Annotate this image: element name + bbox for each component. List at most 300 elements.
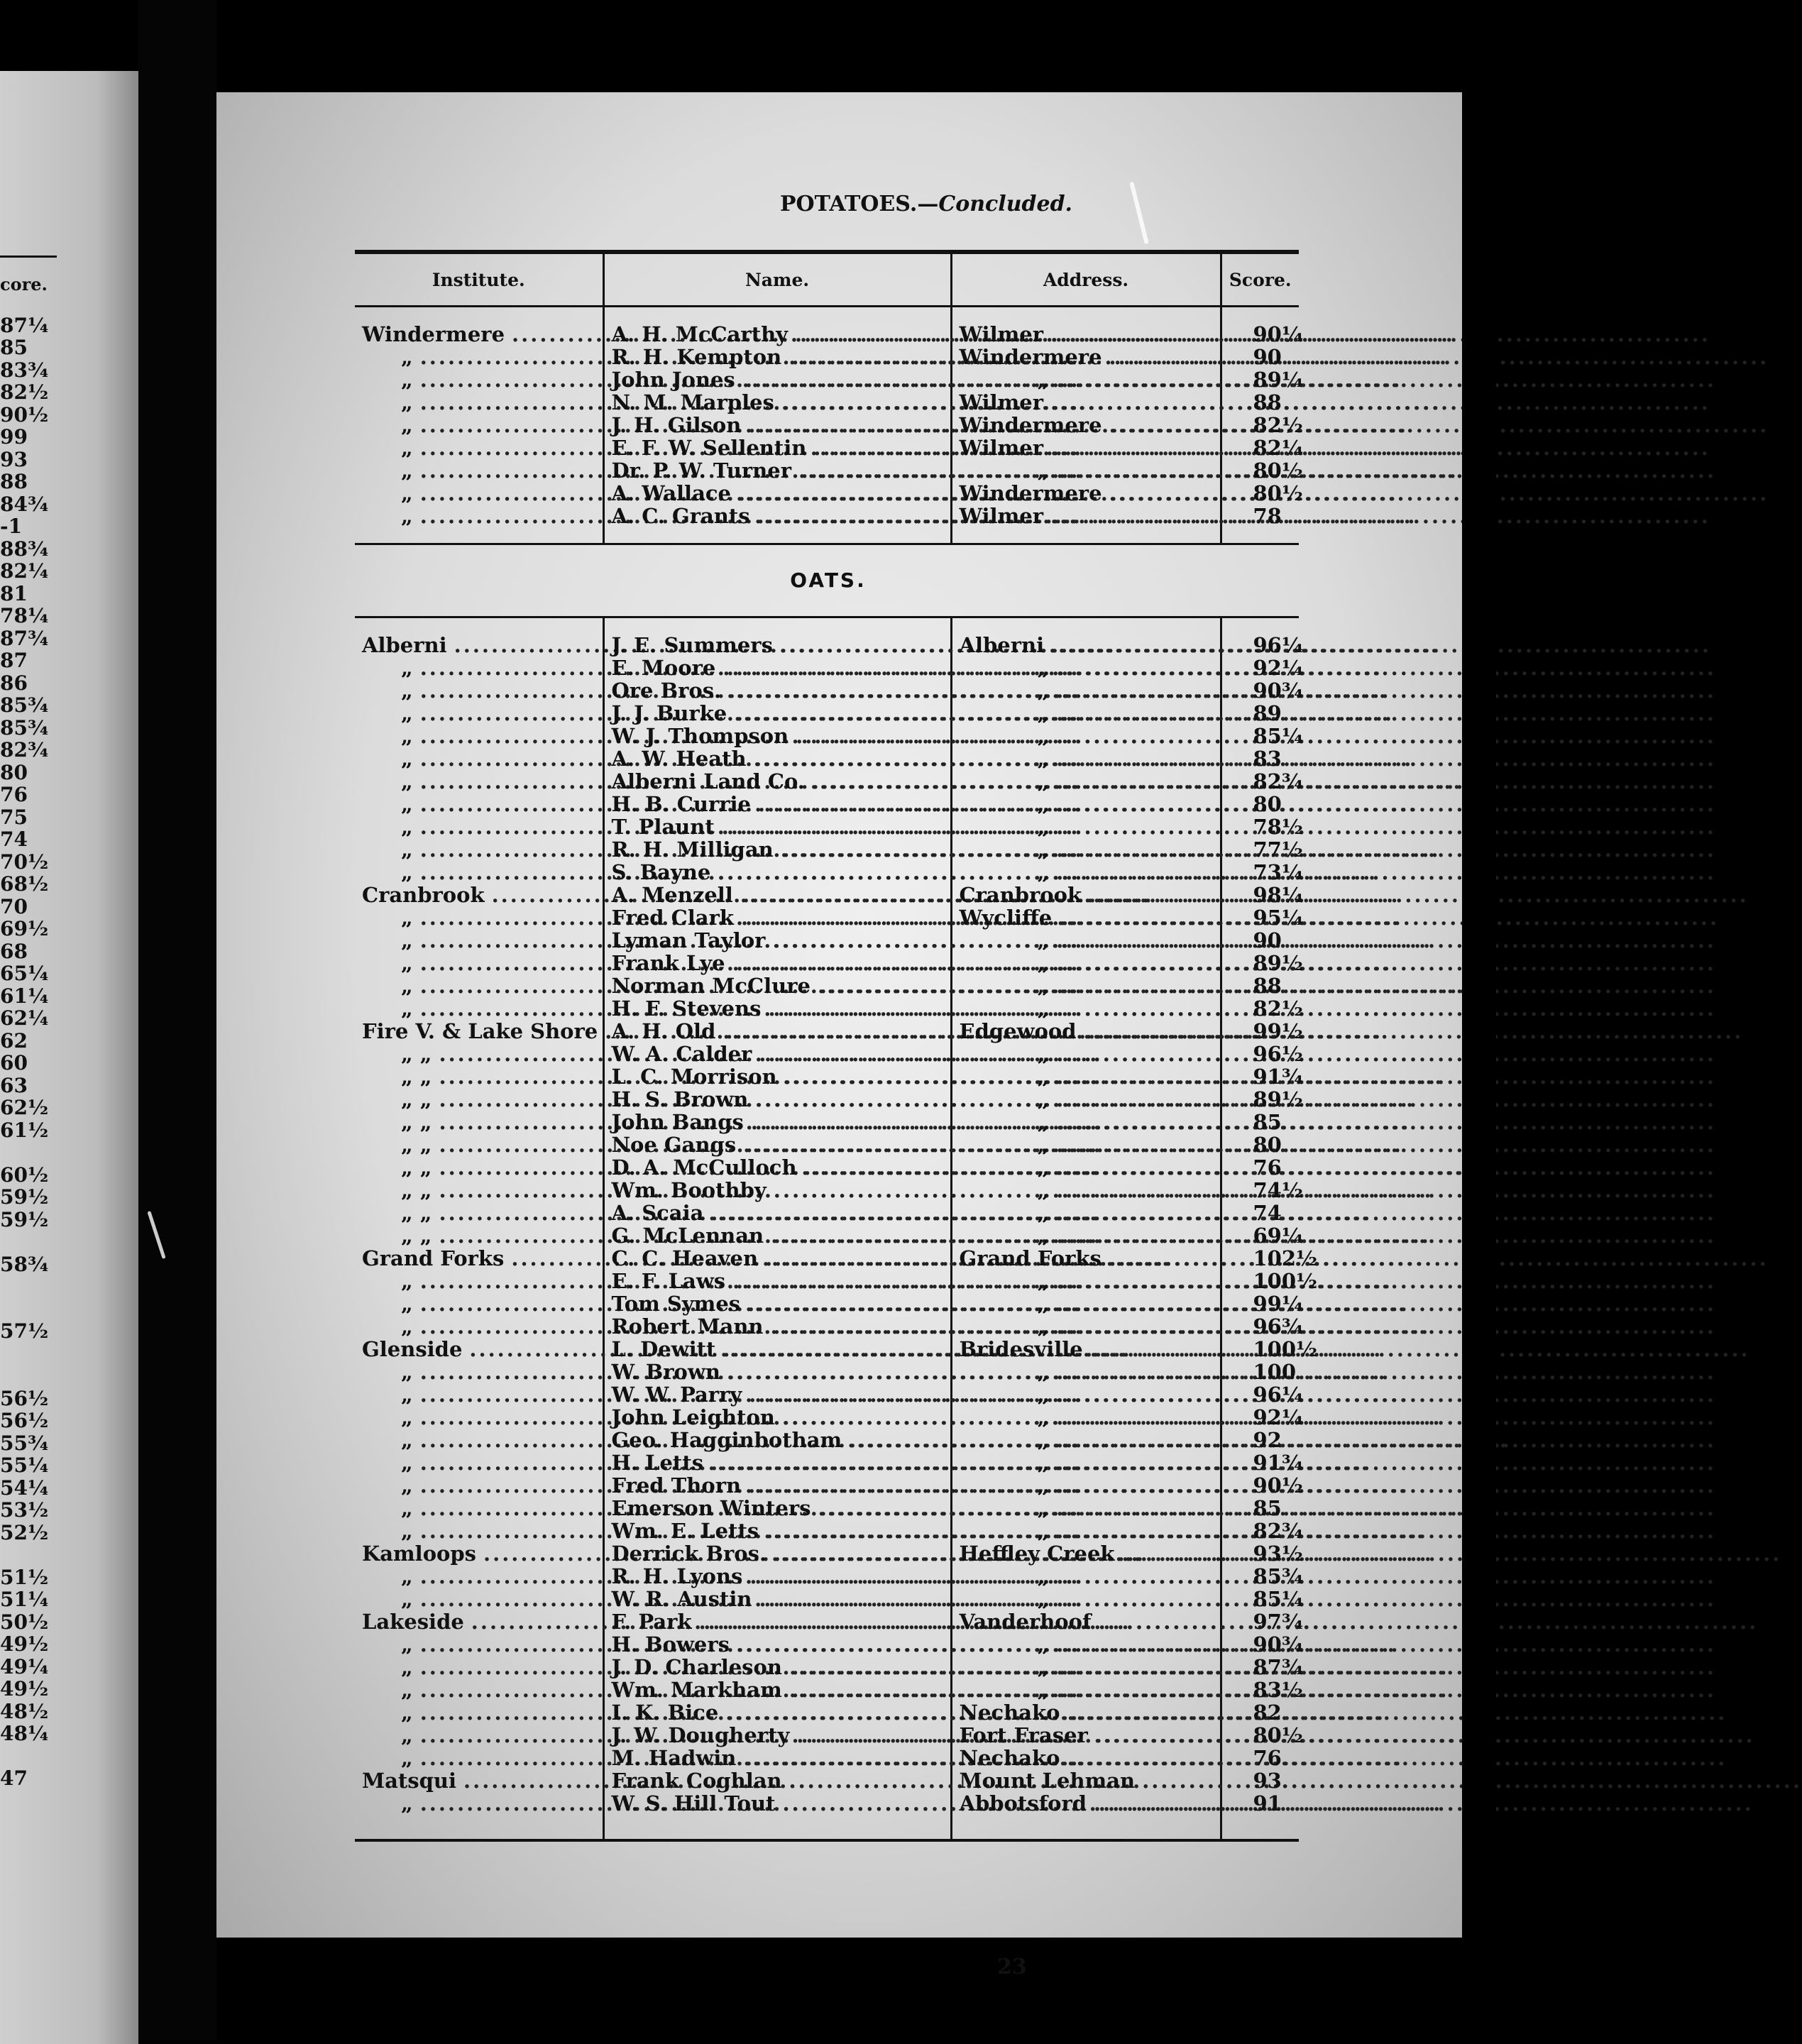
- name-cell: H. F. Stevens .....: [603, 997, 951, 1020]
- institute-cell: „ .....: [355, 1315, 603, 1338]
- score-cell: 85¾: [1221, 1565, 1299, 1588]
- table-row: [355, 1633, 1299, 1656]
- facing-page-score: 54¼: [0, 1476, 49, 1500]
- dot-leader: [1102, 414, 1769, 436]
- address-cell: „ .....: [951, 747, 1221, 770]
- score-cell: 78½: [1221, 815, 1299, 838]
- table-row: [355, 1088, 1299, 1111]
- facing-page-score: 70½: [0, 850, 49, 874]
- table-row: [355, 436, 1299, 459]
- dot-leader: [1049, 725, 1716, 747]
- score-cell: 80½: [1221, 482, 1299, 505]
- table-row: [355, 1542, 1299, 1565]
- dot-leader: [1044, 634, 1711, 656]
- page-title: POTATOES.—Concluded.: [779, 192, 1073, 216]
- address-cell: „ .....: [951, 952, 1221, 974]
- facing-page-score: [0, 1365, 57, 1388]
- score-cell: 91¾: [1221, 1065, 1299, 1088]
- name-cell: John Leighton .....: [603, 1406, 951, 1429]
- institute-cell: „ .....: [355, 1588, 603, 1610]
- table-row: [355, 1111, 1299, 1133]
- facing-page-score: 49½: [0, 1632, 49, 1656]
- table-row: [355, 1202, 1299, 1224]
- table-row: [355, 952, 1299, 974]
- institute-cell: „ .....: [355, 1474, 603, 1497]
- dot-leader: [1043, 323, 1710, 346]
- institute-cell: „ .....: [355, 838, 603, 861]
- name-cell: H. S. Brown .....: [603, 1088, 951, 1111]
- score-cell: 100½: [1221, 1270, 1299, 1292]
- book-gutter: [138, 0, 216, 2040]
- score-cell: 82¼: [1221, 436, 1299, 459]
- dot-leader: [1049, 1633, 1716, 1656]
- table-row: [355, 815, 1299, 838]
- dot-leader: [1049, 656, 1716, 679]
- score-cell: 90¾: [1221, 679, 1299, 702]
- dot-leader: [1049, 1065, 1716, 1088]
- score-cell: 96½: [1221, 1043, 1299, 1065]
- facing-page-score: 85: [0, 336, 28, 359]
- institute-cell: „ .....: [355, 793, 603, 815]
- facing-page-score: [0, 1141, 57, 1164]
- address-cell: „ .....: [951, 1678, 1221, 1701]
- address-cell: „ .....: [951, 1065, 1221, 1088]
- dot-leader: [1049, 368, 1716, 391]
- score-cell: 85: [1221, 1497, 1299, 1520]
- address-cell: Vanderhoof .....: [951, 1610, 1221, 1633]
- institute-cell: „ .....: [355, 459, 603, 482]
- table-row: [355, 656, 1299, 679]
- table-row: [355, 929, 1299, 952]
- facing-page-score: 57½: [0, 1319, 49, 1343]
- score-cell: 90: [1221, 346, 1299, 368]
- name-cell: Derrick Bros. .....: [603, 1542, 951, 1565]
- institute-cell: Matsqui .....: [355, 1769, 603, 1792]
- institute-cell: „ .....: [355, 679, 603, 702]
- table-row: [355, 1451, 1299, 1474]
- table-row: [355, 505, 1299, 527]
- score-cell: 89½: [1221, 1088, 1299, 1111]
- facing-page-score: 61½: [0, 1118, 49, 1142]
- institute-cell: Cranbrook .....: [355, 884, 603, 906]
- dot-leader: [1049, 459, 1716, 482]
- facing-page-score: 87¾: [0, 626, 49, 650]
- facing-page-score: 59½: [0, 1207, 49, 1231]
- name-cell: Alberni Land Co. .....: [603, 770, 951, 793]
- facing-page-score: 48½: [0, 1699, 49, 1723]
- institute-cell: „ .....: [355, 391, 603, 414]
- facing-page-score: 69½: [0, 917, 49, 940]
- table-row: [355, 1361, 1299, 1383]
- address-cell: Wilmer .....: [951, 505, 1221, 527]
- table-row: [355, 391, 1299, 414]
- address-cell: Grand Forks .....: [951, 1247, 1221, 1270]
- facing-page-score: 85¾: [0, 715, 49, 740]
- table-row: [355, 346, 1299, 368]
- address-cell: Bridesville .....: [951, 1338, 1221, 1361]
- address-cell: „ .....: [951, 1520, 1221, 1542]
- score-cell: 96¼: [1221, 634, 1299, 656]
- score-cell: 93: [1221, 1769, 1299, 1792]
- dot-leader: [1049, 1179, 1716, 1202]
- name-cell: A. C. Grants .....: [603, 505, 951, 527]
- score-cell: 91¾: [1221, 1451, 1299, 1474]
- institute-cell: „ .....: [355, 436, 603, 459]
- name-cell: A. H. McCarthy .....: [603, 323, 951, 346]
- score-cell: 99½: [1221, 1020, 1299, 1043]
- dot-leader: [1049, 861, 1716, 884]
- dot-leader: [1049, 1588, 1716, 1610]
- name-cell: Norman McClure .....: [603, 974, 951, 997]
- dot-leader: [1049, 1678, 1716, 1701]
- address-cell: Mount Lehman .....: [951, 1769, 1221, 1792]
- facing-page-score: 62¼: [0, 1006, 49, 1030]
- score-cell: 82½: [1221, 414, 1299, 436]
- dot-leader: [1049, 929, 1716, 952]
- facing-page-score: [0, 1275, 57, 1298]
- institute-cell: „ .....: [355, 861, 603, 884]
- institute-cell: „ .....: [355, 725, 603, 747]
- name-cell: Ore Bros. .....: [603, 679, 951, 702]
- facing-page-score: 51¼: [0, 1588, 49, 1611]
- name-cell: Wm. Markham .....: [603, 1678, 951, 1701]
- name-cell: S. Bayne .....: [603, 861, 951, 884]
- table-row: [355, 1747, 1299, 1769]
- institute-cell: „ .....: [355, 656, 603, 679]
- table-row: [355, 1270, 1299, 1292]
- score-cell: 85¼: [1221, 1588, 1299, 1610]
- table-row: [355, 1474, 1299, 1497]
- section-heading-oats: OATS.: [355, 544, 1299, 617]
- table-row: [355, 1043, 1299, 1065]
- facing-page-header: core.: [0, 256, 57, 296]
- address-cell: „ .....: [951, 1292, 1221, 1315]
- name-cell: E. Moore .....: [603, 656, 951, 679]
- address-cell: Wilmer .....: [951, 323, 1221, 346]
- name-cell: Robert Mann .....: [603, 1315, 951, 1338]
- institute-cell: „ „ .....: [355, 1224, 603, 1247]
- institute-cell: „ .....: [355, 346, 603, 368]
- facing-page-score: 49½: [0, 1677, 49, 1700]
- address-cell: „ .....: [951, 1179, 1221, 1202]
- facing-page-score: 87: [0, 649, 28, 672]
- score-cell: 89½: [1221, 952, 1299, 974]
- table-row: [355, 1565, 1299, 1588]
- score-cell: 87¾: [1221, 1656, 1299, 1678]
- address-cell: Fort Fraser .....: [951, 1724, 1221, 1747]
- facing-page-score: 49¼: [0, 1654, 49, 1678]
- score-cell: 74: [1221, 1202, 1299, 1224]
- score-cell: 89¼: [1221, 368, 1299, 391]
- institute-cell: „ „ .....: [355, 1065, 603, 1088]
- dot-leader: [1049, 1361, 1716, 1383]
- address-cell: Windermere .....: [951, 482, 1221, 505]
- institute-cell: „ .....: [355, 1361, 603, 1383]
- facing-page-score: 55¾: [0, 1431, 49, 1455]
- address-cell: „ .....: [951, 1474, 1221, 1497]
- score-cell: 77½: [1221, 838, 1299, 861]
- address-cell: Alberni .....: [951, 634, 1221, 656]
- institute-cell: Kamloops .....: [355, 1542, 603, 1565]
- name-cell: J. W. Dougherty .....: [603, 1724, 951, 1747]
- facing-page-score: 59½: [0, 1185, 49, 1209]
- name-cell: E. F. Laws .....: [603, 1270, 951, 1292]
- institute-cell: „ .....: [355, 1724, 603, 1747]
- facing-page-score: 60: [0, 1051, 28, 1075]
- dot-leader: [1091, 1610, 1758, 1633]
- institute-cell: „ .....: [355, 482, 603, 505]
- facing-page-score: 51½: [0, 1565, 49, 1589]
- page-number: 23: [997, 1955, 1027, 1979]
- address-cell: „ .....: [951, 997, 1221, 1020]
- dot-leader: [1043, 391, 1710, 414]
- dot-leader: [1102, 346, 1769, 368]
- score-cell: 85: [1221, 1111, 1299, 1133]
- address-cell: Cranbrook .....: [951, 884, 1221, 906]
- facing-page-score: 65¼: [0, 962, 49, 985]
- address-cell: „ .....: [951, 929, 1221, 952]
- score-cell: 102½: [1221, 1247, 1299, 1270]
- institute-cell: Windermere .....: [355, 323, 603, 346]
- table-row: [355, 1588, 1299, 1610]
- institute-cell: Glenside .....: [355, 1338, 603, 1361]
- institute-cell: „ .....: [355, 815, 603, 838]
- dot-leader: [1049, 1474, 1716, 1497]
- facing-page-score: 74: [0, 828, 28, 851]
- institute-cell: „ „ .....: [355, 1202, 603, 1224]
- dot-leader: [1043, 505, 1710, 527]
- address-cell: „ .....: [951, 1202, 1221, 1224]
- table-row: [355, 1179, 1299, 1202]
- address-cell: „ .....: [951, 1588, 1221, 1610]
- name-cell: Fred Clark .....: [603, 906, 951, 929]
- institute-cell: „ .....: [355, 1270, 603, 1292]
- institute-cell: „ .....: [355, 747, 603, 770]
- dot-leader: [1115, 1542, 1782, 1565]
- col-header-score: Score.: [1221, 252, 1299, 307]
- address-cell: „ .....: [951, 838, 1221, 861]
- table-row: [355, 861, 1299, 884]
- dot-leader: [1049, 1202, 1716, 1224]
- score-cell: 80½: [1221, 459, 1299, 482]
- dot-leader: [1049, 1156, 1716, 1179]
- table-row: [355, 1656, 1299, 1678]
- score-cell: 83½: [1221, 1678, 1299, 1701]
- address-cell: „ .....: [951, 725, 1221, 747]
- address-cell: „ .....: [951, 861, 1221, 884]
- institute-cell: „ .....: [355, 1383, 603, 1406]
- address-cell: Wilmer .....: [951, 391, 1221, 414]
- document-page: [216, 92, 1466, 1979]
- name-cell: J. D. Charleson .....: [603, 1656, 951, 1678]
- facing-page-score: 56½: [0, 1386, 49, 1410]
- facing-page-score: 87¼: [0, 313, 49, 337]
- name-cell: I. K. Bice .....: [603, 1701, 951, 1724]
- facing-page-score: 47: [0, 1766, 28, 1790]
- name-cell: A. Scaia .....: [603, 1202, 951, 1224]
- address-cell: „ .....: [951, 1133, 1221, 1156]
- score-cell: 85¼: [1221, 725, 1299, 747]
- dot-leader: [1049, 747, 1716, 770]
- address-cell: „ .....: [951, 1429, 1221, 1451]
- name-cell: L. C. Morrison .....: [603, 1065, 951, 1088]
- address-cell: „ .....: [951, 679, 1221, 702]
- name-cell: A. H. Old .....: [603, 1020, 951, 1043]
- address-cell: „ .....: [951, 1043, 1221, 1065]
- score-cell: 92¼: [1221, 1406, 1299, 1429]
- address-cell: Nechako .....: [951, 1701, 1221, 1724]
- score-cell: 74½: [1221, 1179, 1299, 1202]
- address-cell: „ .....: [951, 1565, 1221, 1588]
- dot-leader: [1049, 838, 1716, 861]
- col-header-institute: Institute.: [355, 252, 603, 307]
- table-row: [355, 1769, 1299, 1792]
- address-cell: „ .....: [951, 1633, 1221, 1656]
- score-cell: 98¼: [1221, 884, 1299, 906]
- table-row: [355, 906, 1299, 929]
- facing-page-score: 68½: [0, 872, 49, 896]
- facing-page-score: 83¾: [0, 358, 49, 382]
- facing-page-score: 82¼: [0, 559, 49, 583]
- address-cell: Abbotsford .....: [951, 1792, 1221, 1815]
- address-cell: Wycliffe .....: [951, 906, 1221, 929]
- table-row: [355, 1292, 1299, 1315]
- dot-leader: [1049, 1133, 1716, 1156]
- table-row: [355, 1156, 1299, 1179]
- score-cell: 92¼: [1221, 656, 1299, 679]
- address-cell: Nechako .....: [951, 1747, 1221, 1769]
- table-row: [355, 702, 1299, 725]
- dot-leader: [1087, 1792, 1754, 1815]
- dot-leader: [1049, 770, 1716, 793]
- table-row: [355, 1020, 1299, 1043]
- address-cell: „ .....: [951, 974, 1221, 997]
- institute-cell: Alberni .....: [355, 634, 603, 656]
- table-row: [355, 838, 1299, 861]
- address-cell: „ .....: [951, 1656, 1221, 1678]
- address-cell: „ .....: [951, 368, 1221, 391]
- dot-leader: [1049, 1656, 1716, 1678]
- table-row: [355, 1224, 1299, 1247]
- dot-leader: [1060, 1747, 1727, 1769]
- facing-page: [0, 71, 138, 2044]
- address-cell: „ .....: [951, 459, 1221, 482]
- institute-cell: „ .....: [355, 1429, 603, 1451]
- name-cell: N. M. Marples .....: [603, 391, 951, 414]
- facing-page-score: 86: [0, 671, 28, 695]
- name-cell: W. R. Austin .....: [603, 1588, 951, 1610]
- address-cell: „ .....: [951, 1361, 1221, 1383]
- table-row: [355, 997, 1299, 1020]
- dot-leader: [1049, 702, 1716, 725]
- dot-leader: [1102, 482, 1769, 505]
- dot-leader: [1049, 1406, 1716, 1429]
- dot-leader: [1049, 1565, 1716, 1588]
- table-row: [355, 679, 1299, 702]
- potatoes-section: [355, 307, 1304, 544]
- name-cell: W. A. Calder .....: [603, 1043, 951, 1065]
- address-cell: „ .....: [951, 1088, 1221, 1111]
- facing-page-score: 62½: [0, 1096, 49, 1119]
- facing-page-score: 81: [0, 581, 28, 605]
- table-row: [355, 1520, 1299, 1542]
- address-cell: „ .....: [951, 815, 1221, 838]
- name-cell: Noe Gangs .....: [603, 1133, 951, 1156]
- institute-cell: „ .....: [355, 974, 603, 997]
- address-cell: Heffley Creek .....: [951, 1542, 1221, 1565]
- name-cell: R. H. Lyons .....: [603, 1565, 951, 1588]
- dot-leader: [1082, 884, 1749, 906]
- table-row: [355, 884, 1299, 906]
- address-cell: „ .....: [951, 770, 1221, 793]
- institute-cell: „ „ .....: [355, 1111, 603, 1133]
- institute-cell: „ .....: [355, 702, 603, 725]
- institute-cell: „ .....: [355, 929, 603, 952]
- address-cell: „ .....: [951, 1383, 1221, 1406]
- table-row: [355, 1792, 1299, 1815]
- dot-leader: [1049, 1111, 1716, 1133]
- institute-cell: „ „ .....: [355, 1156, 603, 1179]
- name-cell: Wm. Boothby .....: [603, 1179, 951, 1202]
- address-cell: „ .....: [951, 656, 1221, 679]
- facing-page-score: 63: [0, 1073, 28, 1097]
- dot-leader: [1101, 1247, 1769, 1270]
- institute-cell: „ .....: [355, 1497, 603, 1520]
- table-row: [355, 1610, 1299, 1633]
- facing-page-score: 99: [0, 425, 28, 449]
- table-row: [355, 793, 1299, 815]
- dot-leader: [1060, 1701, 1727, 1724]
- name-cell: H. B. Currie .....: [603, 793, 951, 815]
- score-cell: 82¾: [1221, 1520, 1299, 1542]
- dot-leader: [1049, 1043, 1716, 1065]
- dot-leader: [1049, 1088, 1716, 1111]
- dot-leader: [1049, 1497, 1716, 1520]
- facing-page-score: 62: [0, 1028, 28, 1053]
- name-cell: L. Dewitt .....: [603, 1338, 951, 1361]
- col-header-name: Name.: [603, 252, 951, 307]
- address-cell: „ .....: [951, 1315, 1221, 1338]
- dot-leader: [1049, 1429, 1716, 1451]
- institute-cell: „ „ .....: [355, 1043, 603, 1065]
- table-row: [355, 1315, 1299, 1338]
- table-row: [355, 1678, 1299, 1701]
- dot-leader: [1049, 997, 1716, 1020]
- facing-page-score: 78¼: [0, 604, 49, 627]
- facing-page-score: -1: [0, 515, 23, 538]
- score-cell: 88: [1221, 974, 1299, 997]
- facing-page-score: 56½: [0, 1409, 49, 1432]
- dot-leader: [1049, 793, 1716, 815]
- dot-leader: [1052, 906, 1719, 929]
- facing-page-score: 76: [0, 783, 28, 806]
- facing-page-score: 68: [0, 939, 28, 963]
- oats-heading-row: [355, 544, 1299, 617]
- name-cell: G. McLennan .....: [603, 1224, 951, 1247]
- name-cell: Fred Thorn .....: [603, 1474, 951, 1497]
- dot-leader: [1088, 1724, 1755, 1747]
- dot-leader: [1049, 815, 1716, 838]
- facing-page-score: 50½: [0, 1610, 49, 1634]
- institute-cell: „ „ .....: [355, 1133, 603, 1156]
- name-cell: Geo. Hagginbotham .....: [603, 1429, 951, 1451]
- score-cell: 78: [1221, 505, 1299, 527]
- score-cell: 90: [1221, 929, 1299, 952]
- institute-cell: „ .....: [355, 770, 603, 793]
- dot-leader: [1049, 1520, 1716, 1542]
- facing-page-score: 82¾: [0, 738, 49, 762]
- table-row: [355, 459, 1299, 482]
